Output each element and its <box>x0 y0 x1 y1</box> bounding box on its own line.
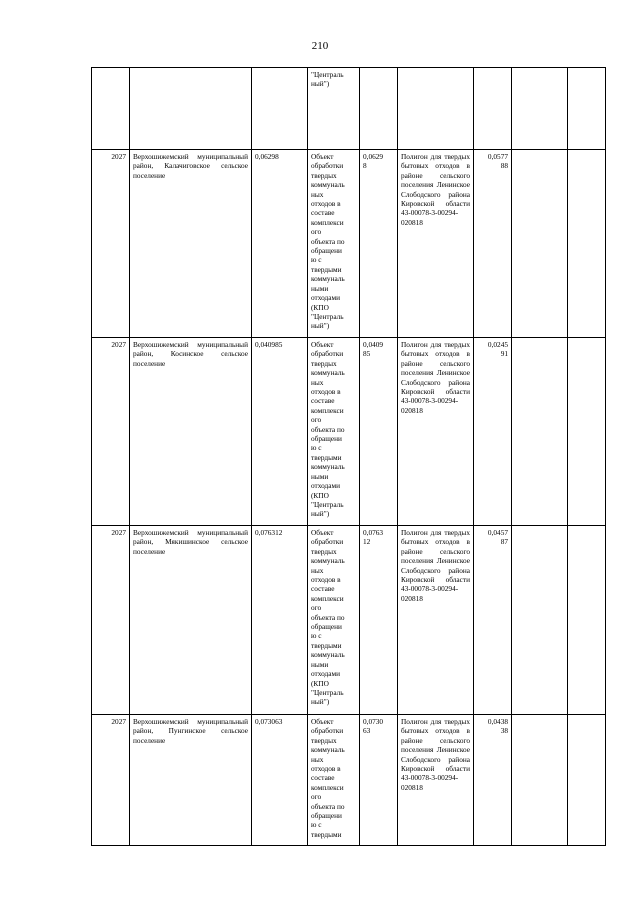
value3-cell: 0,0577 88 <box>474 150 512 338</box>
value1-cell: 0,06298 <box>252 150 308 338</box>
extra2-cell <box>568 715 606 846</box>
value2-cell: 0,0730 63 <box>360 715 398 846</box>
page-number: 210 <box>311 40 329 52</box>
object-cell: Объект обработки твердых коммуналь ных отходов в составе комплекси ого объекта по обращени ю с твердыми коммуналь ными отходами (КПО "Централь ный") <box>308 150 360 338</box>
table-row <box>92 715 606 846</box>
value2-cell: 0,0629 8 <box>360 150 398 338</box>
extra1-cell <box>512 526 568 715</box>
value1-cell: 0,073063 <box>252 715 308 846</box>
object-cell: Объект обработки твердых коммуналь ных отходов в составе комплекси ого объекта по обращени ю с твердыми коммуналь ными отходами (КПО "Централь ный") <box>308 338 360 526</box>
extra1-cell <box>512 338 568 526</box>
table-row <box>92 338 606 526</box>
value2-cell <box>360 68 398 150</box>
value2-cell: 0,0763 12 <box>360 526 398 715</box>
object-cell: Объект обработки твердых коммуналь ных отходов в составе комплекси ого объекта по обращени ю с твердыми коммуналь ными отходами (КПО "Централь ный") <box>308 526 360 715</box>
year-cell: 2027 <box>92 150 130 338</box>
value1-cell: 0,040985 <box>252 338 308 526</box>
year-cell: 2027 <box>92 338 130 526</box>
year-cell: 2027 <box>92 526 130 715</box>
value3-cell: 0,0245 91 <box>474 338 512 526</box>
extra2-cell <box>568 526 606 715</box>
extra2-cell <box>568 338 606 526</box>
value1-cell: 0,076312 <box>252 526 308 715</box>
value3-cell: 0,0438 38 <box>474 715 512 846</box>
area-cell: Верхошижемский муниципальный район, Калачиговское сельское поселение <box>130 150 252 338</box>
table-row <box>92 526 606 715</box>
area-cell: Верхошижемский муниципальный район, Мякишинское сельское поселение <box>130 526 252 715</box>
value1-cell <box>252 68 308 150</box>
extra1-cell <box>512 150 568 338</box>
year-cell: 2027 <box>92 715 130 846</box>
destination-cell: Полигон для твердых бытовых отходов в районе сельского поселения Ленинское Слободского района Кировской области 43-00078-3-00294-020818 <box>398 150 474 338</box>
area-cell: Верхошижемский муниципальный район, Пунгинское сельское поселение <box>130 715 252 846</box>
year-cell <box>92 68 130 150</box>
area-cell <box>130 68 252 150</box>
value2-cell: 0,0409 85 <box>360 338 398 526</box>
area-cell: Верхошижемский муниципальный район, Косинское сельское поселение <box>130 338 252 526</box>
value3-cell: 0,0457 87 <box>474 526 512 715</box>
extra1-cell <box>512 715 568 846</box>
extra2-cell <box>568 150 606 338</box>
destination-cell: Полигон для твердых бытовых отходов в районе сельского поселения Ленинское Слободского района Кировской области 43-00078-3-00294-020818 <box>398 526 474 715</box>
waste-flow-table <box>91 67 606 846</box>
destination-cell: Полигон для твердых бытовых отходов в районе сельского поселения Ленинское Слободского района Кировской области 43-00078-3-00294-020818 <box>398 338 474 526</box>
table-row <box>92 150 606 338</box>
object-cell: "Централь ный") <box>308 68 360 150</box>
value3-cell <box>474 68 512 150</box>
table-row-continuation <box>92 68 606 150</box>
extra2-cell <box>568 68 606 150</box>
destination-cell <box>398 68 474 150</box>
object-cell: Объект обработки твердых коммуналь ных отходов в составе комплекси ого объекта по обращени ю с твердыми <box>308 715 360 846</box>
destination-cell: Полигон для твердых бытовых отходов в районе сельского поселения Ленинское Слободского района Кировской области 43-00078-3-00294-020818 <box>398 715 474 846</box>
extra1-cell <box>512 68 568 150</box>
